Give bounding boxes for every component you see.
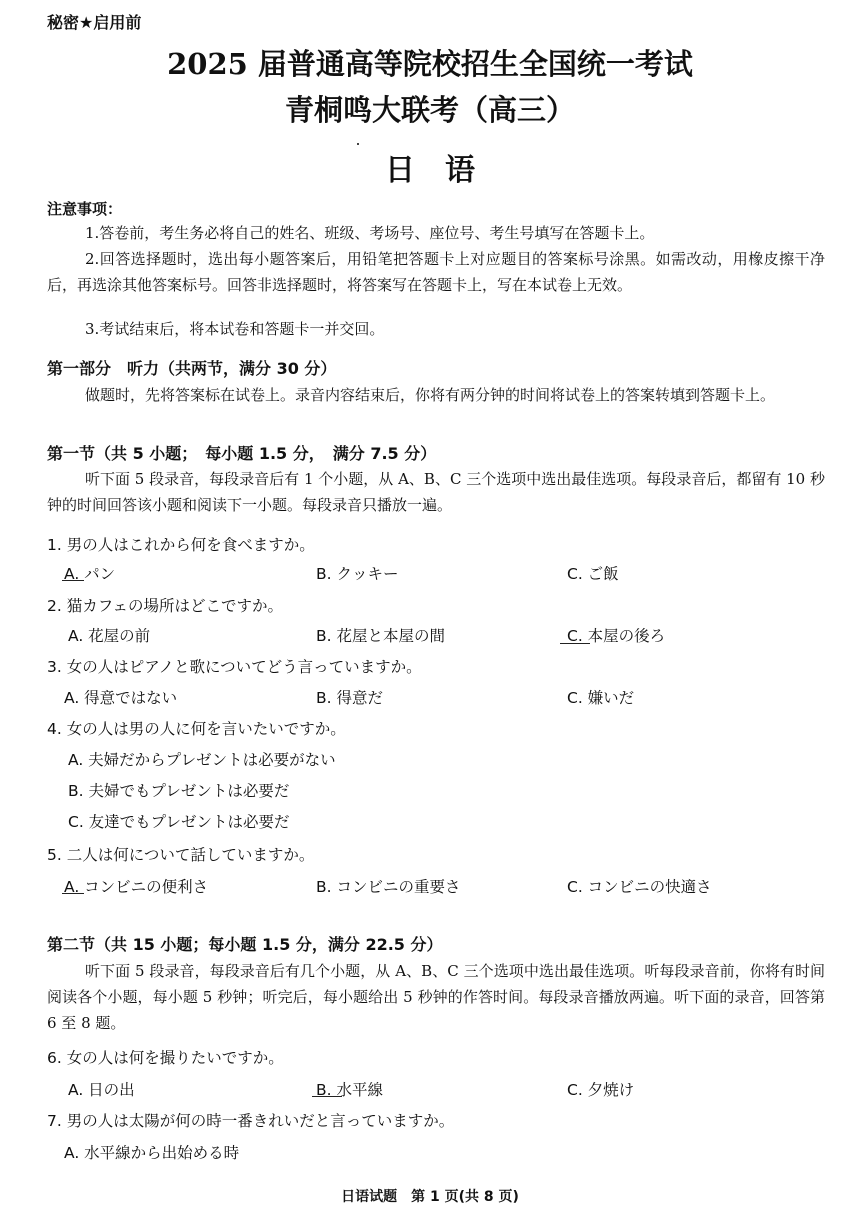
question-1: 1. 男の人はこれから何を食べますか。	[47, 536, 315, 554]
question-2: 2. 猫カフェの場所はどこですか。	[47, 597, 283, 615]
q3-option-b: B. 得意だ	[316, 689, 383, 707]
question-3: 3. 女の人はピアノと歌についてどう言っていますか。	[47, 658, 422, 676]
page-footer: 日语试题 第 1 页(共 8 页)	[341, 1189, 519, 1205]
part1-intro: 做题时，先将答案标在试卷上。录音内容结束后，你将有两分钟的时间将试卷上的答案转填到答题卡上。	[85, 386, 776, 404]
q1-option-a: A. パン	[64, 565, 116, 583]
section1-intro: 听下面 5 段录音，每段录音后有 1 个小题，从 A、B、C 三个选项中选出最佳选项。每段录音后，都留有 10 秒钟的时间回答该小题和阅读下一小题。每段录音只播放一遍。	[47, 470, 825, 514]
q6-option-a: A. 日の出	[68, 1081, 135, 1099]
section2-heading: 第二节（共 15 小题；每小题 1.5 分，满分 22.5 分）	[47, 935, 443, 954]
q5-option-b: B. コンビニの重要さ	[316, 878, 461, 896]
q2-option-c: C. 本屋の後ろ	[567, 627, 666, 645]
note-item-2: 2.回答选择题时，选出每小题答案后，用铅笔把答题卡上对应题目的答案标号涂黑。如需改动，用橡皮擦干净后，再选涂其他答案标号。回答非选择题时，将答案写在答题卡上，写在本试卷上无效。	[47, 250, 825, 294]
notes-heading: 注意事项：	[47, 200, 123, 218]
question-6: 6. 女の人は何を撮りたいですか。	[47, 1049, 284, 1067]
q1-option-c: C. ご飯	[567, 565, 619, 583]
q6-option-c: C. 夕焼け	[567, 1081, 635, 1099]
q4-option-c: C. 友達でもプレゼントは必要だ	[68, 813, 290, 831]
q4-option-b: B. 夫婦でもプレゼントは必要だ	[68, 782, 290, 800]
q1-option-b: B. クッキー	[316, 565, 399, 583]
section2-intro: 听下面 5 段录音，每段录音后有几个小题，从 A、B、C 三个选项中选出最佳选项。听每段录音前，你将有时间阅读各个小题，每小题 5 秒钟；听完后，每小题给出 5 秒钟的作答时间。每段录音播放两遍。听下面的录音，回答第 6 至 8 题。	[47, 962, 825, 1032]
q5-option-c: C. コンビニの快適さ	[567, 878, 712, 896]
q2-option-b: B. 花屋と本屋の間	[316, 627, 445, 645]
question-4: 4. 女の人は男の人に何を言いたいですか。	[47, 720, 346, 738]
note-item-1: 1.答卷前，考生务必将自己的姓名、班级、考场号、座位号、考生号填写在答题卡上。	[85, 224, 655, 242]
section1-heading: 第一节（共 5 小题； 每小题 1.5 分， 满分 7.5 分）	[47, 444, 437, 463]
confidential-label: 秘密★启用前	[47, 13, 142, 32]
q5-option-a: A. コンビニの便利さ	[64, 878, 209, 896]
exam-title: 2025 届普通高等院校招生全国统一考试	[167, 47, 693, 81]
q7-option-a: A. 水平線から出始める時	[64, 1144, 240, 1162]
question-7: 7. 男の人は太陽が何の時一番きれいだと言っていますか。	[47, 1112, 455, 1130]
answer-pencil-mark	[62, 893, 84, 894]
question-5: 5. 二人は何について話していますか。	[47, 846, 315, 864]
answer-pencil-mark	[62, 580, 84, 581]
answer-pencil-mark	[560, 643, 590, 644]
q2-option-a: A. 花屋の前	[68, 627, 151, 645]
answer-pencil-mark	[312, 1096, 342, 1097]
exam-subtitle: 青桐鸣大联考（高三）	[284, 93, 575, 127]
note-item-3: 3.考试结束后，将本试卷和答题卡一并交回。	[85, 320, 385, 338]
q4-option-a: A. 夫婦だからプレゼントは必要がない	[68, 751, 336, 769]
subject-title: 日语	[385, 153, 505, 188]
q3-option-c: C. 嫌いだ	[567, 689, 635, 707]
q3-option-a: A. 得意ではない	[64, 689, 178, 707]
part1-heading: 第一部分 听力（共两节，满分 30 分）	[47, 359, 337, 378]
q6-option-b: B. 水平線	[316, 1081, 383, 1099]
